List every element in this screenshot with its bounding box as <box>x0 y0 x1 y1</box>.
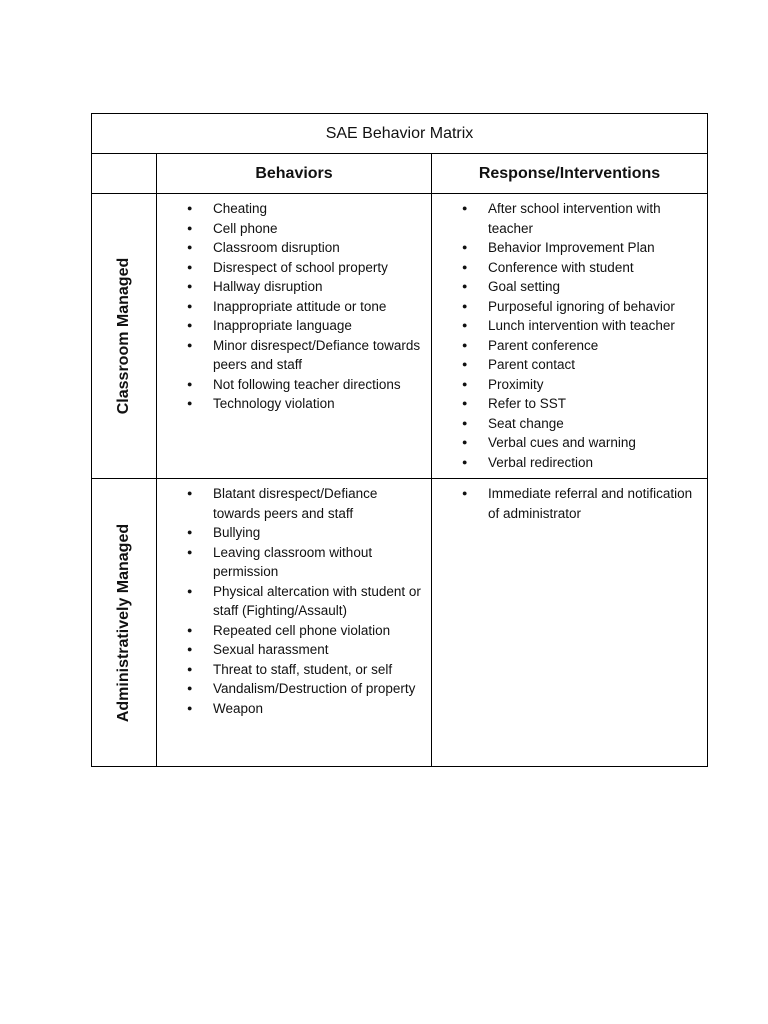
list-item <box>187 699 423 719</box>
list-item-text: Blatant disrespect/Defiance towards peers and staff <box>213 486 378 521</box>
bullet-icon: ● <box>187 320 193 330</box>
classroom-behaviors-cell <box>157 194 431 478</box>
classroom-behaviors-list <box>187 199 423 414</box>
bullet-icon: ● <box>187 702 193 713</box>
list-item-text: Not following teacher directions <box>213 376 401 392</box>
bullet-icon: ● <box>462 300 468 311</box>
admin-behaviors-cell <box>157 479 431 766</box>
bullet-icon: ● <box>462 398 468 408</box>
list-item-text: Vandalism/Destruction of property <box>213 681 416 696</box>
list-item <box>187 640 423 660</box>
bullet-icon: ● <box>187 281 193 291</box>
list-item-text: Leaving classroom without permission <box>213 544 373 579</box>
bullet-icon: ● <box>187 644 193 654</box>
bullet-icon: ● <box>187 546 193 557</box>
admin-behaviors-list <box>187 484 423 718</box>
list-item <box>462 453 699 473</box>
bullet-icon: ● <box>462 437 468 447</box>
list-item <box>462 297 699 317</box>
list-item <box>462 258 699 278</box>
list-item-text: Immediate referral and notification of administrator <box>488 486 693 521</box>
list-item <box>187 582 423 621</box>
row-label-classroom <box>92 194 156 478</box>
bullet-icon: ● <box>462 203 468 213</box>
list-item <box>462 277 699 297</box>
bullet-icon: ● <box>187 339 193 350</box>
responses-header: Response/Interventions <box>478 164 661 182</box>
bullet-icon: ● <box>462 281 468 291</box>
bullet-icon: ● <box>187 300 193 311</box>
list-item-text: Classroom disruption <box>213 240 340 255</box>
list-item <box>187 199 423 219</box>
list-item-text: Conference with student <box>488 259 634 275</box>
matrix-title: SAE Behavior Matrix <box>325 124 474 142</box>
list-item <box>462 433 699 453</box>
row-label-text: Classroom Managed <box>115 257 133 415</box>
list-item <box>462 336 699 356</box>
list-item <box>462 316 699 336</box>
list-item-text: Parent conference <box>488 337 599 353</box>
list-item-text: After school intervention with teacher <box>488 201 661 236</box>
bullet-icon: ● <box>187 398 193 408</box>
list-item <box>462 394 699 414</box>
list-item <box>462 199 699 238</box>
list-item-text: Refer to SST <box>488 396 567 411</box>
list-item <box>462 375 699 395</box>
bullet-icon: ● <box>187 527 193 537</box>
admin-responses-list <box>462 484 699 523</box>
bullet-icon: ● <box>187 663 193 674</box>
list-item <box>187 258 423 278</box>
row-label-administrative <box>92 479 156 766</box>
bullet-icon: ● <box>462 359 468 369</box>
list-item <box>187 523 423 543</box>
list-item-text: Technology violation <box>213 396 335 411</box>
bullet-icon: ● <box>187 378 193 389</box>
list-item-text: Proximity <box>488 376 544 392</box>
admin-responses-cell <box>432 479 707 766</box>
list-item-text: Purposeful ignoring of behavior <box>488 298 675 314</box>
list-item-text: Lunch intervention with teacher <box>488 318 675 333</box>
list-item-text: Sexual harassment <box>213 642 329 657</box>
bullet-icon: ● <box>462 261 468 272</box>
list-item-text: Cheating <box>213 201 268 216</box>
list-item-text: Inappropriate language <box>213 318 352 333</box>
list-item <box>462 238 699 258</box>
list-item-text: Weapon <box>213 700 264 716</box>
list-item-text: Minor disrespect/Defiance towards peers and staff <box>213 337 421 372</box>
row-label-text: Administratively Managed <box>115 523 132 722</box>
bullet-icon: ● <box>462 417 468 428</box>
list-item-text: Inappropriate attitude or tone <box>213 298 387 314</box>
list-item <box>187 660 423 680</box>
list-item-text: Seat change <box>488 415 564 431</box>
bullet-icon: ● <box>187 683 193 693</box>
classroom-responses-list <box>462 199 699 472</box>
list-item-text: Disrespect of school property <box>213 259 388 275</box>
list-item <box>187 219 423 239</box>
bullet-icon: ● <box>462 320 468 330</box>
list-item-text: Physical altercation with student or staff (Fighting/Assault) <box>213 583 421 618</box>
bullet-icon: ● <box>462 488 468 498</box>
bullet-icon: ● <box>187 261 193 272</box>
list-item <box>187 238 423 258</box>
list-item-text: Verbal cues and warning <box>488 435 636 450</box>
bullet-icon: ● <box>187 624 193 635</box>
bullet-icon: ● <box>462 339 468 350</box>
list-item-text: Repeated cell phone violation <box>213 622 391 638</box>
bullet-icon: ● <box>462 456 468 467</box>
list-item <box>187 316 423 336</box>
list-item-text: Verbal redirection <box>488 454 594 470</box>
list-item <box>187 336 423 375</box>
bullet-icon: ● <box>187 242 193 252</box>
bullet-icon: ● <box>187 488 193 498</box>
list-item <box>462 355 699 375</box>
bullet-icon: ● <box>187 203 193 213</box>
list-item-text: Goal setting <box>488 279 561 294</box>
bullet-icon: ● <box>187 222 193 233</box>
list-item <box>187 394 423 414</box>
classroom-responses-cell <box>432 194 707 478</box>
bullet-icon: ● <box>187 585 193 596</box>
list-item <box>462 414 699 434</box>
list-item <box>462 484 699 523</box>
list-item <box>187 679 423 699</box>
list-item-text: Behavior Improvement Plan <box>488 240 655 255</box>
list-item <box>187 543 423 582</box>
list-item-text: Threat to staff, student, or self <box>213 661 393 677</box>
behavior-matrix-table <box>91 113 708 767</box>
list-item <box>187 484 423 523</box>
list-item-text: Cell phone <box>213 220 278 236</box>
list-item <box>187 375 423 395</box>
list-item <box>187 277 423 297</box>
bullet-icon: ● <box>462 378 468 389</box>
behaviors-header: Behaviors <box>255 164 333 182</box>
list-item-text: Bullying <box>213 525 261 540</box>
list-item <box>187 621 423 641</box>
list-item-text: Parent contact <box>488 357 576 372</box>
list-item-text: Hallway disruption <box>213 279 323 294</box>
bullet-icon: ● <box>462 242 468 252</box>
list-item <box>187 297 423 317</box>
